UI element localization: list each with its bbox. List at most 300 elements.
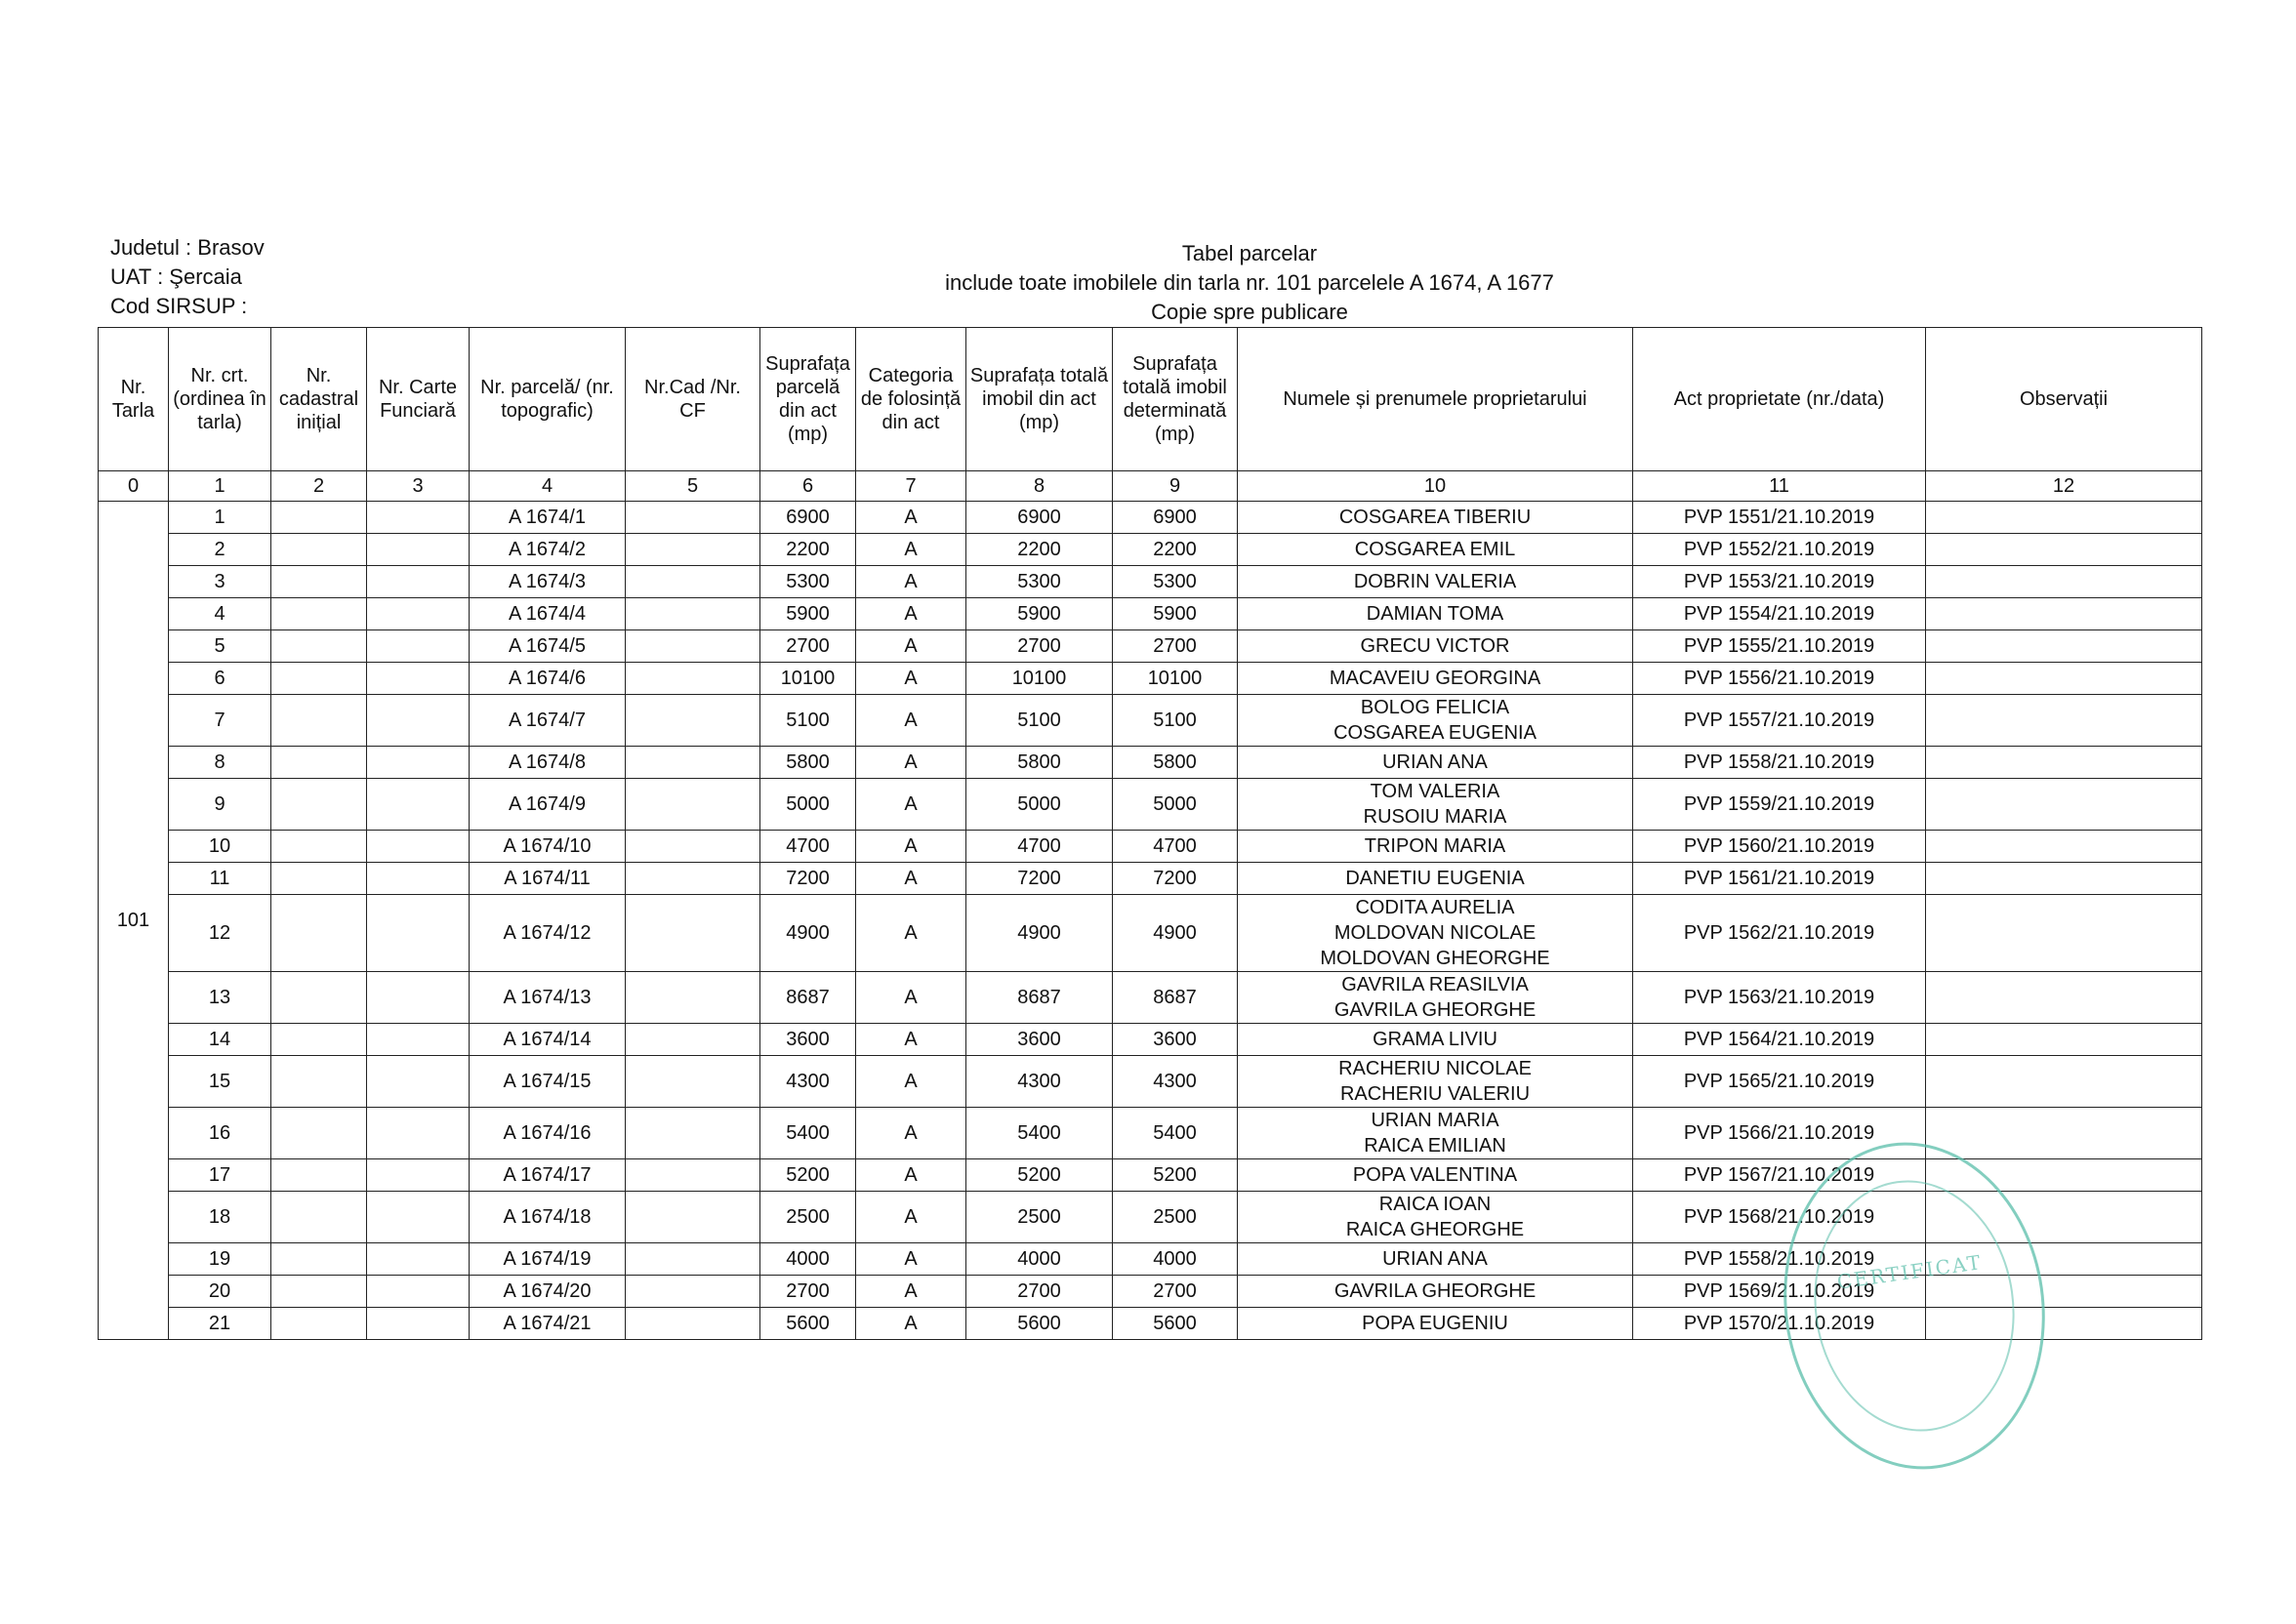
- total-area-act: 4000: [966, 1243, 1113, 1276]
- carte-funciara-cell: [367, 831, 470, 863]
- total-area-determined: 5600: [1113, 1308, 1238, 1340]
- total-area-act: 2500: [966, 1192, 1113, 1243]
- owner-names: GRECU VICTOR: [1238, 630, 1633, 663]
- parcel-area: 6900: [760, 502, 856, 534]
- carte-funciara-cell: [367, 1192, 470, 1243]
- parcel-number: A 1674/15: [470, 1056, 626, 1108]
- ownership-act: PVP 1551/21.10.2019: [1633, 502, 1926, 534]
- carte-funciara-cell: [367, 566, 470, 598]
- cadastral-cell: [271, 630, 367, 663]
- parcel-number: A 1674/14: [470, 1024, 626, 1056]
- total-area-act: 5100: [966, 695, 1113, 747]
- carte-funciara-cell: [367, 747, 470, 779]
- parcel-number: A 1674/7: [470, 695, 626, 747]
- ownership-act: PVP 1561/21.10.2019: [1633, 863, 1926, 895]
- owner-names: COSGAREA EMIL: [1238, 534, 1633, 566]
- usage-category: A: [856, 630, 966, 663]
- total-area-act: 4900: [966, 895, 1113, 972]
- cadastral-cell: [271, 598, 367, 630]
- ownership-act: PVP 1558/21.10.2019: [1633, 747, 1926, 779]
- cad-cf-cell: [626, 1056, 760, 1108]
- cad-cf-cell: [626, 972, 760, 1024]
- cadastral-cell: [271, 1159, 367, 1192]
- carte-funciara-cell: [367, 1159, 470, 1192]
- owner-names: TOM VALERIA RUSOIU MARIA: [1238, 779, 1633, 831]
- row-number: 13: [169, 972, 271, 1024]
- parcel-area: 2700: [760, 1276, 856, 1308]
- parcel-number: A 1674/17: [470, 1159, 626, 1192]
- column-header: Suprafața totală imobil din act (mp): [966, 328, 1113, 471]
- cad-cf-cell: [626, 1192, 760, 1243]
- column-header: Nr. crt. (ordinea în tarla): [169, 328, 271, 471]
- row-number: 5: [169, 630, 271, 663]
- parcel-area: 4000: [760, 1243, 856, 1276]
- observations-cell: [1926, 1276, 2202, 1308]
- table-row: [99, 566, 2202, 598]
- total-area-act: 5400: [966, 1108, 1113, 1159]
- document-title: Tabel parcelar: [1181, 241, 1318, 265]
- row-number: 16: [169, 1108, 271, 1159]
- row-number: 12: [169, 895, 271, 972]
- parcel-area: 2500: [760, 1192, 856, 1243]
- table-row: [99, 972, 2202, 1024]
- total-area-act: 5800: [966, 747, 1113, 779]
- parcel-number: A 1674/16: [470, 1108, 626, 1159]
- owner-names: MACAVEIU GEORGINA: [1238, 663, 1633, 695]
- column-number: 3: [367, 471, 470, 502]
- parcel-area: 8687: [760, 972, 856, 1024]
- row-number: 2: [169, 534, 271, 566]
- usage-category: A: [856, 831, 966, 863]
- ownership-act: PVP 1565/21.10.2019: [1633, 1056, 1926, 1108]
- total-area-determined: 2700: [1113, 1276, 1238, 1308]
- carte-funciara-cell: [367, 1024, 470, 1056]
- parcel-number: A 1674/8: [470, 747, 626, 779]
- usage-category: A: [856, 566, 966, 598]
- owner-names: URIAN MARIA RAICA EMILIAN: [1238, 1108, 1633, 1159]
- cadastral-cell: [271, 831, 367, 863]
- ownership-act: PVP 1567/21.10.2019: [1633, 1159, 1926, 1192]
- ownership-act: PVP 1562/21.10.2019: [1633, 895, 1926, 972]
- cadastral-cell: [271, 972, 367, 1024]
- usage-category: A: [856, 1056, 966, 1108]
- column-header: Nr. cadastral inițial: [271, 328, 367, 471]
- ownership-act: PVP 1559/21.10.2019: [1633, 779, 1926, 831]
- table-row: [99, 1024, 2202, 1056]
- owner-names: URIAN ANA: [1238, 1243, 1633, 1276]
- cad-cf-cell: [626, 831, 760, 863]
- column-number: 0: [99, 471, 169, 502]
- usage-category: A: [856, 779, 966, 831]
- total-area-determined: 6900: [1113, 502, 1238, 534]
- ownership-act: PVP 1558/21.10.2019: [1633, 1243, 1926, 1276]
- parcel-number: A 1674/5: [470, 630, 626, 663]
- carte-funciara-cell: [367, 695, 470, 747]
- parcel-area: 5100: [760, 695, 856, 747]
- carte-funciara-cell: [367, 1243, 470, 1276]
- cad-cf-cell: [626, 663, 760, 695]
- carte-funciara-cell: [367, 630, 470, 663]
- ownership-act: PVP 1569/21.10.2019: [1633, 1276, 1926, 1308]
- ownership-act: PVP 1555/21.10.2019: [1633, 630, 1926, 663]
- table-row: [99, 863, 2202, 895]
- owner-names: TRIPON MARIA: [1238, 831, 1633, 863]
- cad-cf-cell: [626, 1276, 760, 1308]
- parcel-number: A 1674/21: [470, 1308, 626, 1340]
- owner-names: GAVRILA GHEORGHE: [1238, 1276, 1633, 1308]
- carte-funciara-cell: [367, 1056, 470, 1108]
- table-row: [99, 1192, 2202, 1243]
- parcel-area: 5800: [760, 747, 856, 779]
- total-area-determined: 5200: [1113, 1159, 1238, 1192]
- table-row: [99, 747, 2202, 779]
- total-area-determined: 2500: [1113, 1192, 1238, 1243]
- row-number: 7: [169, 695, 271, 747]
- observations-cell: [1926, 1192, 2202, 1243]
- total-area-determined: 5800: [1113, 747, 1238, 779]
- cad-cf-cell: [626, 779, 760, 831]
- observations-cell: [1926, 1024, 2202, 1056]
- row-number: 17: [169, 1159, 271, 1192]
- column-number: 10: [1238, 471, 1633, 502]
- observations-cell: [1926, 663, 2202, 695]
- total-area-determined: 5400: [1113, 1108, 1238, 1159]
- cadastral-cell: [271, 695, 367, 747]
- total-area-determined: 5000: [1113, 779, 1238, 831]
- column-number: 11: [1633, 471, 1926, 502]
- total-area-act: 8687: [966, 972, 1113, 1024]
- owner-names: DAMIAN TOMA: [1238, 598, 1633, 630]
- parcel-number: A 1674/20: [470, 1276, 626, 1308]
- cadastral-cell: [271, 863, 367, 895]
- parcel-number: A 1674/2: [470, 534, 626, 566]
- usage-category: A: [856, 598, 966, 630]
- tarla-cell: 101: [99, 502, 169, 1340]
- total-area-act: 5900: [966, 598, 1113, 630]
- total-area-act: 5300: [966, 566, 1113, 598]
- cad-cf-cell: [626, 566, 760, 598]
- ownership-act: PVP 1563/21.10.2019: [1633, 972, 1926, 1024]
- observations-cell: [1926, 831, 2202, 863]
- column-number: 9: [1113, 471, 1238, 502]
- column-header: Act proprietate (nr./data): [1633, 328, 1926, 471]
- parcel-area: 2200: [760, 534, 856, 566]
- parcel-area: 3600: [760, 1024, 856, 1056]
- usage-category: A: [856, 502, 966, 534]
- cadastral-cell: [271, 566, 367, 598]
- owner-names: POPA VALENTINA: [1238, 1159, 1633, 1192]
- parcel-number: A 1674/19: [470, 1243, 626, 1276]
- ownership-act: PVP 1556/21.10.2019: [1633, 663, 1926, 695]
- parcel-number: A 1674/3: [470, 566, 626, 598]
- parcel-number: A 1674/12: [470, 895, 626, 972]
- column-header: Numele și prenumele proprietarului: [1238, 328, 1633, 471]
- cad-cf-cell: [626, 502, 760, 534]
- observations-cell: [1926, 1308, 2202, 1340]
- ownership-act: PVP 1552/21.10.2019: [1633, 534, 1926, 566]
- table-row: [99, 1308, 2202, 1340]
- usage-category: A: [856, 1192, 966, 1243]
- parcel-table: [98, 327, 2202, 1340]
- observations-cell: [1926, 1243, 2202, 1276]
- cad-cf-cell: [626, 630, 760, 663]
- carte-funciara-cell: [367, 863, 470, 895]
- column-number: 7: [856, 471, 966, 502]
- cadastral-cell: [271, 1024, 367, 1056]
- column-header: Nr.Cad /Nr. CF: [626, 328, 760, 471]
- carte-funciara-cell: [367, 534, 470, 566]
- owner-names: COSGAREA TIBERIU: [1238, 502, 1633, 534]
- cadastral-cell: [271, 502, 367, 534]
- observations-cell: [1926, 779, 2202, 831]
- cad-cf-cell: [626, 747, 760, 779]
- cad-cf-cell: [626, 1159, 760, 1192]
- observations-cell: [1926, 863, 2202, 895]
- column-number: 8: [966, 471, 1113, 502]
- cadastral-cell: [271, 1056, 367, 1108]
- observations-cell: [1926, 972, 2202, 1024]
- owner-names: CODITA AURELIA MOLDOVAN NICOLAE MOLDOVAN GHEORGHE: [1238, 895, 1633, 972]
- cad-cf-cell: [626, 598, 760, 630]
- observations-cell: [1926, 534, 2202, 566]
- usage-category: A: [856, 1108, 966, 1159]
- cad-cf-cell: [626, 1243, 760, 1276]
- carte-funciara-cell: [367, 895, 470, 972]
- stamp-text: CERTIFICAT: [1835, 1250, 1984, 1294]
- ownership-act: PVP 1564/21.10.2019: [1633, 1024, 1926, 1056]
- usage-category: A: [856, 1159, 966, 1192]
- owner-names: GRAMA LIVIU: [1238, 1024, 1633, 1056]
- table-row: [99, 598, 2202, 630]
- observations-cell: [1926, 502, 2202, 534]
- ownership-act: PVP 1568/21.10.2019: [1633, 1192, 1926, 1243]
- total-area-determined: 8687: [1113, 972, 1238, 1024]
- carte-funciara-cell: [367, 663, 470, 695]
- parcel-area: 4300: [760, 1056, 856, 1108]
- table-row: [99, 1243, 2202, 1276]
- total-area-act: 2700: [966, 630, 1113, 663]
- ownership-act: PVP 1570/21.10.2019: [1633, 1308, 1926, 1340]
- cadastral-cell: [271, 1192, 367, 1243]
- row-number: 19: [169, 1243, 271, 1276]
- parcel-number: A 1674/11: [470, 863, 626, 895]
- parcel-area: 5400: [760, 1108, 856, 1159]
- parcel-number: A 1674/4: [470, 598, 626, 630]
- total-area-determined: 5900: [1113, 598, 1238, 630]
- parcel-area: 5200: [760, 1159, 856, 1192]
- carte-funciara-cell: [367, 1276, 470, 1308]
- table-row: [99, 895, 2202, 972]
- observations-cell: [1926, 747, 2202, 779]
- parcel-area: 4900: [760, 895, 856, 972]
- total-area-act: 2700: [966, 1276, 1113, 1308]
- total-area-act: 3600: [966, 1024, 1113, 1056]
- parcel-number: A 1674/10: [470, 831, 626, 863]
- ownership-act: PVP 1554/21.10.2019: [1633, 598, 1926, 630]
- parcel-area: 5900: [760, 598, 856, 630]
- table-row: [99, 1056, 2202, 1108]
- total-area-act: 7200: [966, 863, 1113, 895]
- owner-names: BOLOG FELICIA COSGAREA EUGENIA: [1238, 695, 1633, 747]
- owner-names: RACHERIU NICOLAE RACHERIU VALERIU: [1238, 1056, 1633, 1108]
- column-number: 1: [169, 471, 271, 502]
- observations-cell: [1926, 598, 2202, 630]
- uat-label: UAT : Şercaia: [110, 264, 242, 289]
- cad-cf-cell: [626, 895, 760, 972]
- parcel-number: A 1674/1: [470, 502, 626, 534]
- carte-funciara-cell: [367, 779, 470, 831]
- table-row: [99, 1276, 2202, 1308]
- carte-funciara-cell: [367, 972, 470, 1024]
- total-area-act: 6900: [966, 502, 1113, 534]
- usage-category: A: [856, 1243, 966, 1276]
- document-subtitle: include toate imobilele din tarla nr. 101 parcelele A 1674, A 1677: [945, 270, 1554, 295]
- header-row: [99, 328, 2202, 471]
- owner-names: RAICA IOAN RAICA GHEORGHE: [1238, 1192, 1633, 1243]
- cadastral-cell: [271, 895, 367, 972]
- carte-funciara-cell: [367, 1308, 470, 1340]
- table-body: [99, 502, 2202, 1340]
- cad-cf-cell: [626, 534, 760, 566]
- usage-category: A: [856, 534, 966, 566]
- owner-names: DANETIU EUGENIA: [1238, 863, 1633, 895]
- table-row: [99, 779, 2202, 831]
- observations-cell: [1926, 695, 2202, 747]
- parcel-number: A 1674/13: [470, 972, 626, 1024]
- total-area-determined: 4700: [1113, 831, 1238, 863]
- parcel-area: 7200: [760, 863, 856, 895]
- column-number: 6: [760, 471, 856, 502]
- carte-funciara-cell: [367, 598, 470, 630]
- column-header: Observații: [1926, 328, 2202, 471]
- column-number: 12: [1926, 471, 2202, 502]
- column-header: Suprafața parcelă din act (mp): [760, 328, 856, 471]
- row-number: 18: [169, 1192, 271, 1243]
- total-area-determined: 2700: [1113, 630, 1238, 663]
- total-area-act: 5200: [966, 1159, 1113, 1192]
- cadastral-cell: [271, 747, 367, 779]
- ownership-act: PVP 1553/21.10.2019: [1633, 566, 1926, 598]
- row-number: 8: [169, 747, 271, 779]
- table-row: [99, 502, 2202, 534]
- column-header: Categoria de folosință din act: [856, 328, 966, 471]
- usage-category: A: [856, 747, 966, 779]
- parcel-area: 5000: [760, 779, 856, 831]
- total-area-determined: 10100: [1113, 663, 1238, 695]
- table-row: [99, 630, 2202, 663]
- parcel-area: 4700: [760, 831, 856, 863]
- column-header: Suprafața totală imobil determinată (mp): [1113, 328, 1238, 471]
- total-area-determined: 4000: [1113, 1243, 1238, 1276]
- table-row: [99, 1159, 2202, 1192]
- total-area-determined: 4300: [1113, 1056, 1238, 1108]
- total-area-determined: 2200: [1113, 534, 1238, 566]
- observations-cell: [1926, 1108, 2202, 1159]
- row-number: 11: [169, 863, 271, 895]
- total-area-determined: 3600: [1113, 1024, 1238, 1056]
- cadastral-cell: [271, 1243, 367, 1276]
- column-header: Nr. Tarla: [99, 328, 169, 471]
- total-area-act: 5600: [966, 1308, 1113, 1340]
- cad-cf-cell: [626, 863, 760, 895]
- table-row: [99, 831, 2202, 863]
- total-area-determined: 4900: [1113, 895, 1238, 972]
- cad-cf-cell: [626, 695, 760, 747]
- row-number: 10: [169, 831, 271, 863]
- observations-cell: [1926, 1159, 2202, 1192]
- owner-names: DOBRIN VALERIA: [1238, 566, 1633, 598]
- ownership-act: PVP 1557/21.10.2019: [1633, 695, 1926, 747]
- table-row: [99, 695, 2202, 747]
- row-number: 6: [169, 663, 271, 695]
- observations-cell: [1926, 1056, 2202, 1108]
- row-number: 21: [169, 1308, 271, 1340]
- row-number: 4: [169, 598, 271, 630]
- table-row: [99, 1108, 2202, 1159]
- row-number: 20: [169, 1276, 271, 1308]
- total-area-act: 10100: [966, 663, 1113, 695]
- observations-cell: [1926, 630, 2202, 663]
- row-number: 14: [169, 1024, 271, 1056]
- column-number: 4: [470, 471, 626, 502]
- row-number: 9: [169, 779, 271, 831]
- parcel-area: 2700: [760, 630, 856, 663]
- total-area-act: 4700: [966, 831, 1113, 863]
- owner-names: POPA EUGENIU: [1238, 1308, 1633, 1340]
- observations-cell: [1926, 895, 2202, 972]
- ownership-act: PVP 1566/21.10.2019: [1633, 1108, 1926, 1159]
- owner-names: GAVRILA REASILVIA GAVRILA GHEORGHE: [1238, 972, 1633, 1024]
- usage-category: A: [856, 863, 966, 895]
- row-number: 3: [169, 566, 271, 598]
- observations-cell: [1926, 566, 2202, 598]
- cad-cf-cell: [626, 1108, 760, 1159]
- usage-category: A: [856, 1308, 966, 1340]
- usage-category: A: [856, 663, 966, 695]
- total-area-act: 5000: [966, 779, 1113, 831]
- parcel-area: 10100: [760, 663, 856, 695]
- column-number: 2: [271, 471, 367, 502]
- cadastral-cell: [271, 779, 367, 831]
- ownership-act: PVP 1560/21.10.2019: [1633, 831, 1926, 863]
- row-number: 15: [169, 1056, 271, 1108]
- cad-cf-cell: [626, 1024, 760, 1056]
- publication-note: Copie spre publicare: [1151, 300, 1348, 324]
- cadastral-cell: [271, 663, 367, 695]
- parcel-number: A 1674/9: [470, 779, 626, 831]
- cad-cf-cell: [626, 1308, 760, 1340]
- usage-category: A: [856, 1024, 966, 1056]
- column-number-row: [99, 471, 2202, 502]
- total-area-determined: 7200: [1113, 863, 1238, 895]
- usage-category: A: [856, 1276, 966, 1308]
- table-row: [99, 663, 2202, 695]
- total-area-act: 2200: [966, 534, 1113, 566]
- parcel-area: 5600: [760, 1308, 856, 1340]
- column-number: 5: [626, 471, 760, 502]
- column-header: Nr. parcelă/ (nr. topografic): [470, 328, 626, 471]
- cadastral-cell: [271, 1108, 367, 1159]
- parcel-area: 5300: [760, 566, 856, 598]
- row-number: 1: [169, 502, 271, 534]
- usage-category: A: [856, 972, 966, 1024]
- cadastral-cell: [271, 1308, 367, 1340]
- county-label: Judetul : Brasov: [110, 235, 265, 260]
- owner-names: URIAN ANA: [1238, 747, 1633, 779]
- column-header: Nr. Carte Funciară: [367, 328, 470, 471]
- table-row: [99, 534, 2202, 566]
- cadastral-cell: [271, 534, 367, 566]
